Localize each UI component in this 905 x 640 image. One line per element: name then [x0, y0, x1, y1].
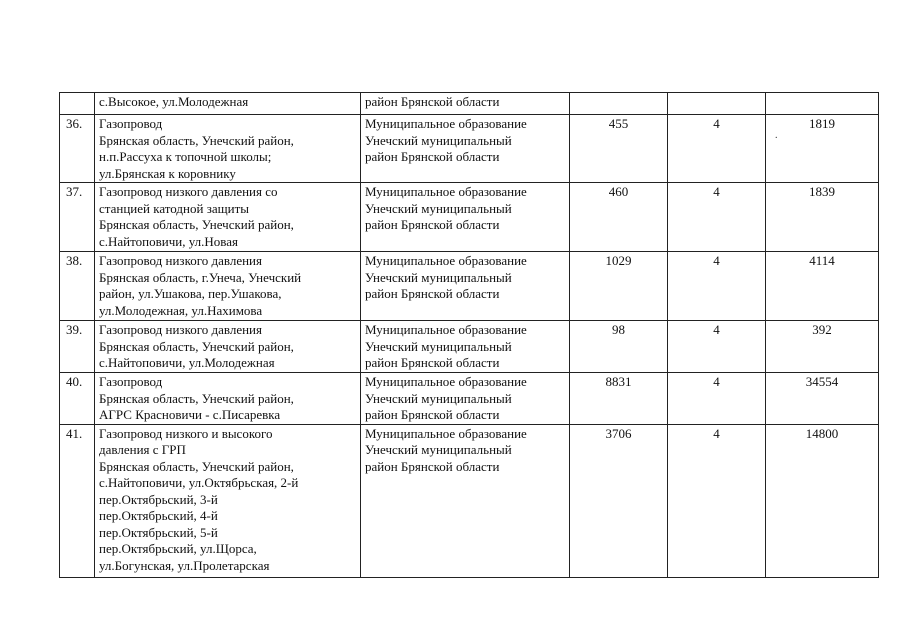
- owner-line: район Брянской области: [365, 407, 500, 422]
- row-number-cell: 39.: [60, 321, 95, 373]
- object-line: Газопровод низкого давления: [99, 322, 262, 337]
- owner-cell: [361, 115, 570, 183]
- object-description-cell: [95, 321, 361, 373]
- row-number-cell: 36.: [60, 115, 95, 183]
- object-line: Газопровод низкого и высокого: [99, 425, 273, 441]
- owner-line: Унечский муниципальный: [365, 442, 512, 457]
- owner-line: район Брянской области: [365, 94, 500, 109]
- object-line: пер.Октябрьский, ул.Щорса,: [99, 541, 257, 556]
- object-line: с.Найтоповичи, ул.Молодежная: [99, 355, 275, 370]
- object-description-cell: [95, 115, 361, 183]
- diameter-cell: 4: [668, 183, 766, 252]
- area-cell: 34554: [766, 373, 879, 425]
- object-line: ул.Богунская, ул.Пролетарская: [99, 557, 270, 573]
- object-line: пер.Октябрьский, 5-й: [99, 524, 218, 540]
- owner-line: Муниципальное образование: [365, 253, 527, 268]
- object-description-cell: [95, 183, 361, 252]
- object-line: Газопровод: [99, 374, 163, 389]
- owner-line: Муниципальное образование: [365, 425, 527, 441]
- owner-line: Унечский муниципальный: [365, 132, 512, 148]
- object-description-cell: [95, 252, 361, 321]
- owner-line: Муниципальное образование: [365, 374, 527, 389]
- owner-cell: [361, 183, 570, 252]
- table-row: [60, 93, 879, 115]
- owner-line: район Брянской области: [365, 217, 500, 232]
- diameter-cell: 4: [668, 115, 766, 183]
- object-line: Газопровод низкого давления: [99, 253, 262, 268]
- object-line: ул.Молодежная, ул.Нахимова: [99, 302, 263, 318]
- owner-line: Унечский муниципальный: [365, 200, 512, 216]
- object-line: н.п.Рассуха к топочной школы;: [99, 149, 272, 164]
- area-cell: 4114: [766, 252, 879, 321]
- object-line: станцией катодной защиты: [99, 200, 249, 216]
- row-number-cell: 40.: [60, 373, 95, 425]
- object-line: Брянская область, Унечский район,: [99, 338, 294, 354]
- owner-line: район Брянской области: [365, 458, 500, 474]
- table-body: [60, 93, 879, 578]
- table-row: [60, 252, 879, 321]
- table-row: [60, 424, 879, 577]
- owner-line: район Брянской области: [365, 149, 500, 164]
- diameter-cell: 4: [668, 321, 766, 373]
- owner-line: Унечский муниципальный: [365, 269, 512, 285]
- length-cell: 460: [570, 183, 668, 252]
- diameter-cell: 4: [668, 373, 766, 425]
- object-line: с.Найтоповичи, ул.Октябрьская, 2-й: [99, 475, 299, 490]
- object-line: район, ул.Ушакова, пер.Ушакова,: [99, 286, 282, 301]
- object-description-cell: [95, 373, 361, 425]
- owner-line: Унечский муниципальный: [365, 390, 512, 406]
- area-cell: 14800: [766, 424, 879, 577]
- owner-line: район Брянской области: [365, 355, 500, 370]
- owner-cell: [361, 252, 570, 321]
- object-line: с.Найтоповичи, ул.Новая: [99, 233, 238, 249]
- owner-line: Муниципальное образование: [365, 116, 527, 131]
- object-line: пер.Октябрьский, 4-й: [99, 508, 218, 523]
- length-cell: 8831: [570, 373, 668, 425]
- pipeline-table: [59, 92, 879, 578]
- owner-cell: [361, 321, 570, 373]
- object-description-cell: [95, 424, 361, 577]
- object-line: Газопровод: [99, 116, 163, 131]
- object-line: АГРС Красновичи - с.Писаревка: [99, 407, 281, 422]
- object-description-cell: [95, 93, 361, 115]
- row-number-cell: 37.: [60, 183, 95, 252]
- area-cell: 1819: [766, 115, 879, 183]
- object-line: Брянская область, Унечский район,: [99, 217, 294, 232]
- owner-line: Унечский муниципальный: [365, 338, 512, 354]
- diameter-cell: 4: [668, 424, 766, 577]
- area-cell: [766, 93, 879, 115]
- object-line: Газопровод низкого давления со: [99, 184, 278, 199]
- owner-cell: [361, 93, 570, 115]
- row-number-cell: 41.: [60, 424, 95, 577]
- row-number-cell: 38.: [60, 252, 95, 321]
- length-cell: 3706: [570, 424, 668, 577]
- diameter-cell: 4: [668, 252, 766, 321]
- diameter-cell: [668, 93, 766, 115]
- table-row: [60, 183, 879, 252]
- table-row: [60, 115, 879, 183]
- object-line: Брянская область, Унечский район,: [99, 390, 294, 406]
- object-line: Брянская область, г.Унеча, Унечский: [99, 269, 302, 285]
- length-cell: [570, 93, 668, 115]
- object-line: пер.Октябрьский, 3-й: [99, 491, 218, 507]
- object-line: с.Высокое, ул.Молодежная: [99, 94, 249, 109]
- area-cell: 392: [766, 321, 879, 373]
- object-line: Брянская область, Унечский район,: [99, 132, 294, 148]
- table-row: [60, 373, 879, 425]
- length-cell: 455: [570, 115, 668, 183]
- owner-line: Муниципальное образование: [365, 184, 527, 199]
- object-line: Брянская область, Унечский район,: [99, 458, 294, 474]
- owner-line: Муниципальное образование: [365, 322, 527, 337]
- row-number-cell: [60, 93, 95, 115]
- document-page: [59, 92, 879, 578]
- object-line: ул.Брянская к коровнику: [99, 165, 236, 181]
- owner-line: район Брянской области: [365, 286, 500, 301]
- table-row: [60, 321, 879, 373]
- area-cell: 1839: [766, 183, 879, 252]
- stray-mark: .: [775, 130, 778, 141]
- object-line: давления с ГРП: [99, 442, 186, 457]
- owner-cell: [361, 424, 570, 577]
- owner-cell: [361, 373, 570, 425]
- length-cell: 98: [570, 321, 668, 373]
- length-cell: 1029: [570, 252, 668, 321]
